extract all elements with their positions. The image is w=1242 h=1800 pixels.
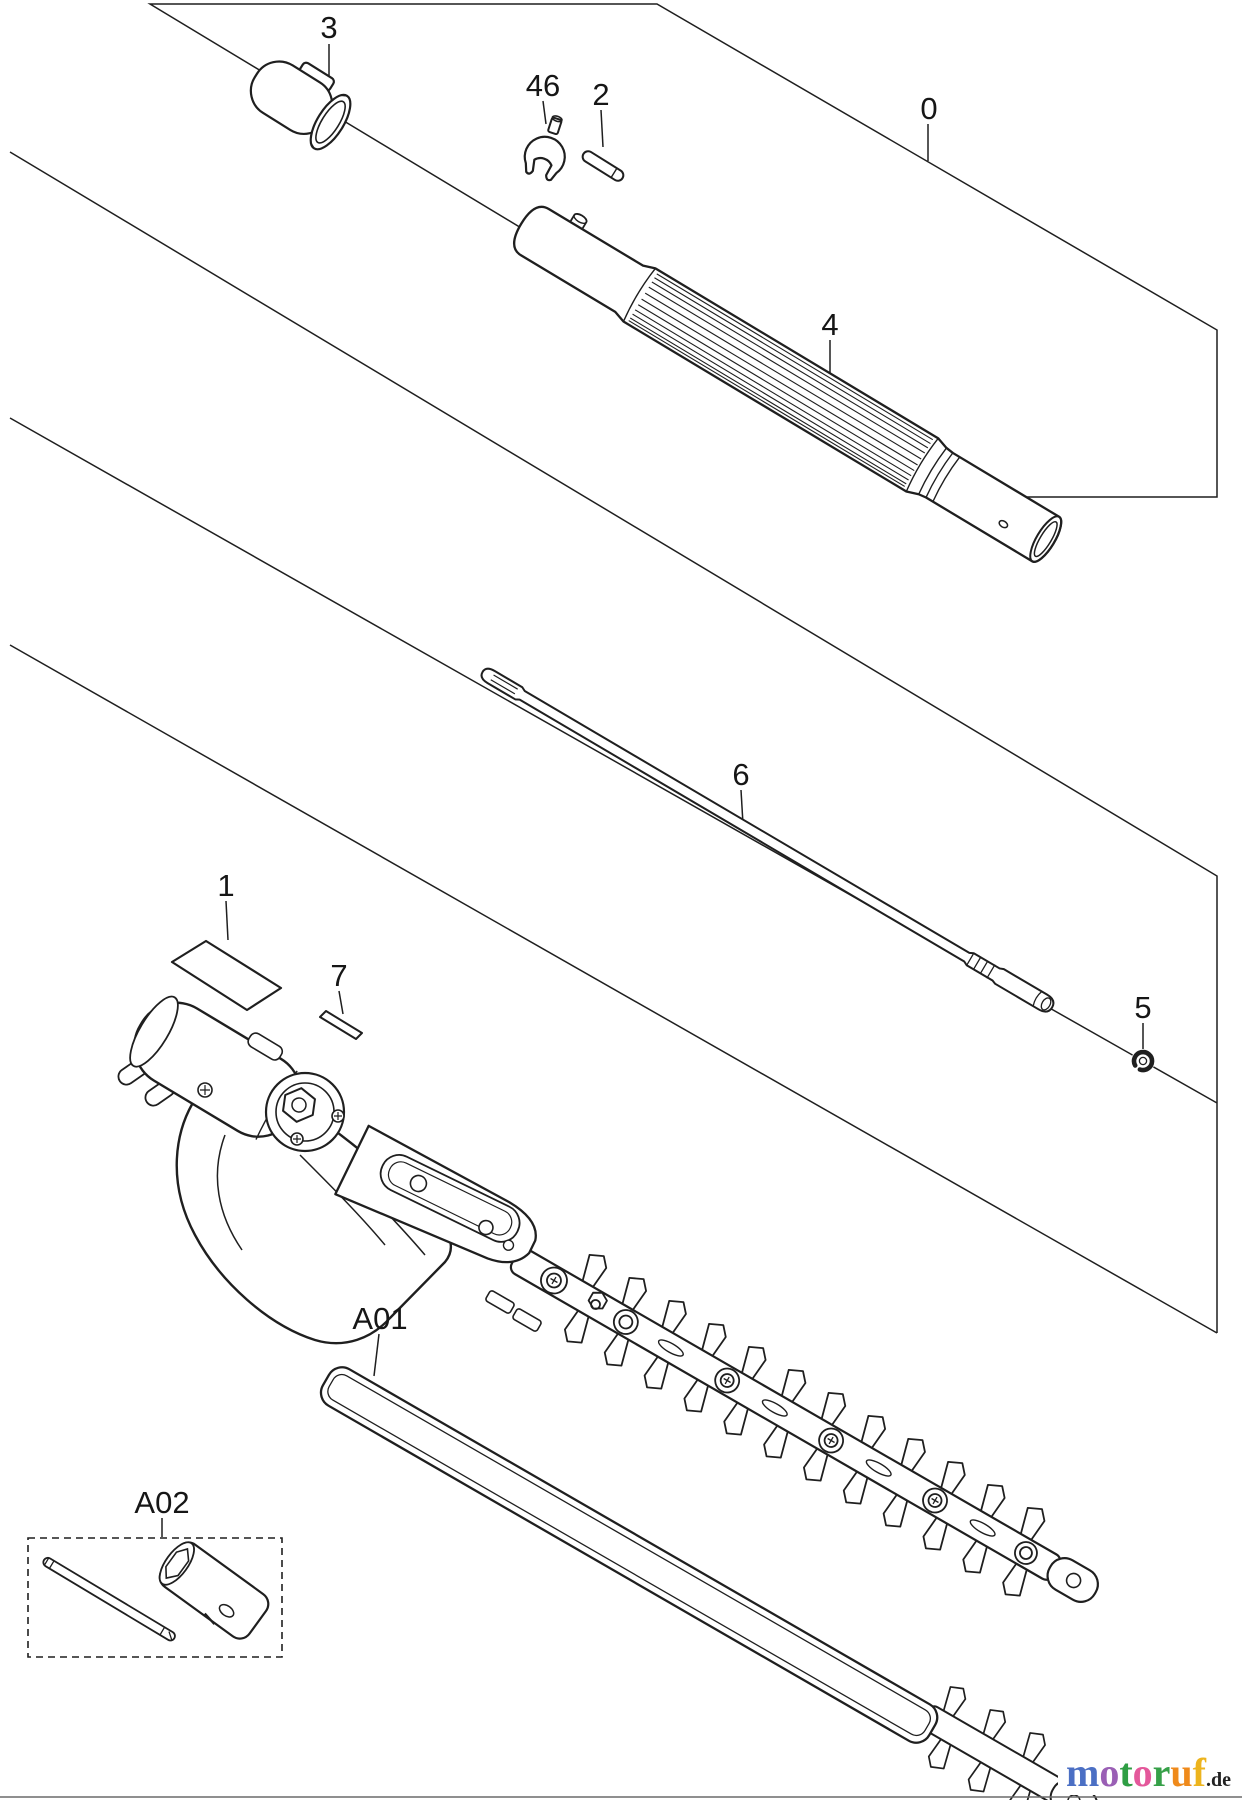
part-2-pin — [581, 149, 626, 183]
logo-suffix: .de — [1206, 1769, 1231, 1791]
part-3-coupling-sleeve — [239, 43, 361, 155]
part-7-strip — [320, 1011, 362, 1039]
part-a02-tool-kit — [28, 1536, 282, 1657]
logo-letter-m: m — [1066, 1750, 1100, 1795]
callout-a02: A02 — [134, 1485, 190, 1520]
a02-hex-rod — [42, 1556, 177, 1642]
logo-letter-o2: o — [1132, 1750, 1153, 1795]
part-46-clip — [519, 110, 577, 183]
blade-assembly — [492, 1218, 1118, 1633]
part-1-label-sticker — [172, 941, 281, 1010]
callout-5: 5 — [1134, 990, 1152, 1025]
callout-4: 4 — [821, 307, 839, 342]
callout-2: 2 — [592, 77, 610, 112]
part-6-drive-shaft — [478, 665, 1056, 1015]
logo-letter-u: u — [1170, 1750, 1193, 1795]
logo-letter-r: r — [1152, 1750, 1171, 1795]
callout-0: 0 — [920, 91, 938, 126]
logo-letter-o1: o — [1099, 1750, 1120, 1795]
gearbox-head — [115, 979, 548, 1343]
a02-socket-wrench — [152, 1536, 273, 1644]
logo-letter-f: f — [1192, 1750, 1206, 1795]
callout-1: 1 — [217, 868, 235, 903]
logo[interactable] — [1058, 1737, 1242, 1795]
callout-46: 46 — [525, 68, 561, 103]
callout-a01: A01 — [352, 1301, 408, 1336]
part-4-shaft-tube — [505, 191, 1073, 570]
callout-3: 3 — [320, 10, 338, 45]
callout-6: 6 — [732, 757, 750, 792]
callout-7: 7 — [330, 958, 348, 993]
part-a01-blade-cover — [316, 1362, 1116, 1800]
part-5-snap-ring — [1131, 1049, 1155, 1073]
logo-letter-t: t — [1119, 1750, 1133, 1795]
